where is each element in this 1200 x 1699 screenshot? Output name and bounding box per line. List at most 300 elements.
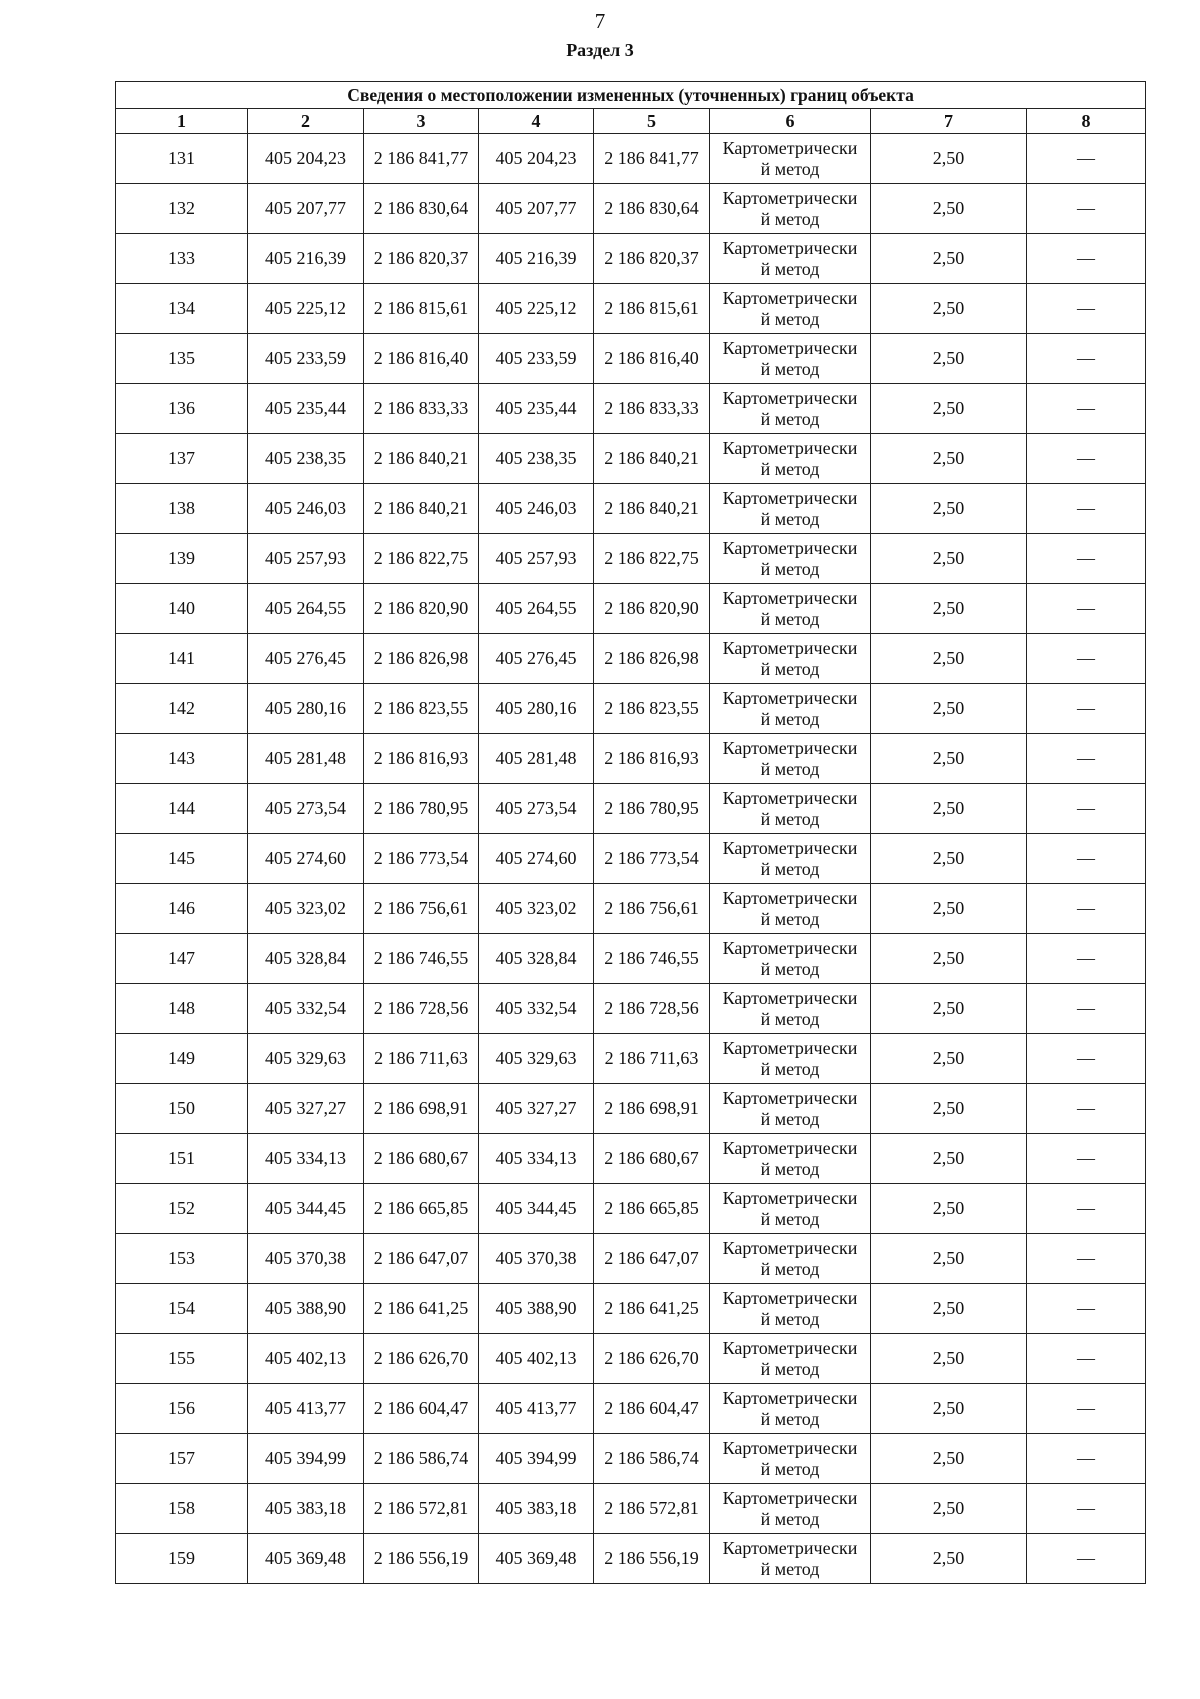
- y-existing-cell: 2 186 823,55: [364, 684, 479, 734]
- method-text-line-1: Картометрически: [722, 1287, 858, 1308]
- method-cell: [710, 634, 871, 684]
- y-refined-cell: 2 186 647,07: [594, 1234, 710, 1284]
- note-cell: —: [1027, 484, 1146, 534]
- column-header: 2: [248, 109, 364, 134]
- x-existing-cell: 405 334,13: [248, 1134, 364, 1184]
- note-cell: —: [1027, 1084, 1146, 1134]
- method-text-line-1: Картометрически: [722, 1487, 858, 1508]
- table-row: [116, 234, 1146, 284]
- method-cell: [710, 1434, 871, 1484]
- table-row: [116, 1084, 1146, 1134]
- precision-cell: 2,50: [871, 1034, 1027, 1084]
- table-row: [116, 734, 1146, 784]
- method-text-line-2: й метод: [760, 1508, 820, 1529]
- method-cell: [710, 1234, 871, 1284]
- point-number-cell: 149: [116, 1034, 248, 1084]
- method-text-line-1: Картометрически: [722, 1537, 858, 1558]
- y-existing-cell: 2 186 773,54: [364, 834, 479, 884]
- method-text-line-1: Картометрически: [722, 837, 858, 858]
- method-text-line-1: Картометрически: [722, 137, 858, 158]
- method-text-line-1: Картометрически: [722, 1437, 858, 1458]
- y-existing-cell: 2 186 816,40: [364, 334, 479, 384]
- point-number-cell: 141: [116, 634, 248, 684]
- note-cell: —: [1027, 1384, 1146, 1434]
- method-text-line-1: Картометрически: [722, 237, 858, 258]
- column-header: 1: [116, 109, 248, 134]
- precision-cell: 2,50: [871, 1384, 1027, 1434]
- method-cell: [710, 1084, 871, 1134]
- table-row: [116, 1484, 1146, 1534]
- precision-cell: 2,50: [871, 834, 1027, 884]
- y-existing-cell: 2 186 604,47: [364, 1384, 479, 1434]
- method-text-line-2: й метод: [760, 1258, 820, 1279]
- y-refined-cell: 2 186 665,85: [594, 1184, 710, 1234]
- point-number-cell: 139: [116, 534, 248, 584]
- method-text-line-1: Картометрически: [722, 1387, 858, 1408]
- note-cell: —: [1027, 1334, 1146, 1384]
- x-existing-cell: 405 332,54: [248, 984, 364, 1034]
- method-text-line-2: й метод: [760, 358, 820, 379]
- note-cell: —: [1027, 1434, 1146, 1484]
- note-cell: —: [1027, 634, 1146, 684]
- point-number-cell: 136: [116, 384, 248, 434]
- method-text-line-1: Картометрически: [722, 887, 858, 908]
- method-text-line-2: й метод: [760, 1458, 820, 1479]
- x-existing-cell: 405 273,54: [248, 784, 364, 834]
- method-text-line-1: Картометрически: [722, 1237, 858, 1258]
- point-number-cell: 146: [116, 884, 248, 934]
- method-text-line-2: й метод: [760, 508, 820, 529]
- x-refined-cell: 405 276,45: [479, 634, 594, 684]
- method-text-line-2: й метод: [760, 858, 820, 879]
- x-existing-cell: 405 204,23: [248, 134, 364, 184]
- y-refined-cell: 2 186 820,37: [594, 234, 710, 284]
- note-cell: —: [1027, 684, 1146, 734]
- method-text-line-1: Картометрически: [722, 1087, 858, 1108]
- method-text-line-1: Картометрически: [722, 1337, 858, 1358]
- y-refined-cell: 2 186 641,25: [594, 1284, 710, 1334]
- method-text-line-2: й метод: [760, 1208, 820, 1229]
- point-number-cell: 157: [116, 1434, 248, 1484]
- note-cell: —: [1027, 1034, 1146, 1084]
- method-text-line-2: й метод: [760, 1408, 820, 1429]
- precision-cell: 2,50: [871, 1084, 1027, 1134]
- y-refined-cell: 2 186 711,63: [594, 1034, 710, 1084]
- method-text-line-1: Картометрически: [722, 337, 858, 358]
- y-refined-cell: 2 186 816,93: [594, 734, 710, 784]
- point-number-cell: 151: [116, 1134, 248, 1184]
- y-refined-cell: 2 186 604,47: [594, 1384, 710, 1434]
- x-existing-cell: 405 274,60: [248, 834, 364, 884]
- x-refined-cell: 405 327,27: [479, 1084, 594, 1134]
- y-existing-cell: 2 186 822,75: [364, 534, 479, 584]
- method-text-line-1: Картометрически: [722, 737, 858, 758]
- x-existing-cell: 405 280,16: [248, 684, 364, 734]
- point-number-cell: 134: [116, 284, 248, 334]
- point-number-cell: 150: [116, 1084, 248, 1134]
- note-cell: —: [1027, 384, 1146, 434]
- x-existing-cell: 405 323,02: [248, 884, 364, 934]
- method-text-line-2: й метод: [760, 758, 820, 779]
- x-refined-cell: 405 369,48: [479, 1534, 594, 1584]
- x-existing-cell: 405 413,77: [248, 1384, 364, 1434]
- table-row: [116, 134, 1146, 184]
- method-cell: [710, 1534, 871, 1584]
- y-refined-cell: 2 186 826,98: [594, 634, 710, 684]
- precision-cell: 2,50: [871, 1534, 1027, 1584]
- method-cell: [710, 984, 871, 1034]
- y-existing-cell: 2 186 698,91: [364, 1084, 479, 1134]
- x-refined-cell: 405 370,38: [479, 1234, 594, 1284]
- precision-cell: 2,50: [871, 584, 1027, 634]
- x-refined-cell: 405 246,03: [479, 484, 594, 534]
- section-title: Раздел 3: [566, 40, 634, 60]
- note-cell: —: [1027, 734, 1146, 784]
- table-row: [116, 1184, 1146, 1234]
- x-refined-cell: 405 383,18: [479, 1484, 594, 1534]
- y-existing-cell: 2 186 556,19: [364, 1534, 479, 1584]
- x-refined-cell: 405 329,63: [479, 1034, 594, 1084]
- point-number-cell: 158: [116, 1484, 248, 1534]
- precision-cell: 2,50: [871, 534, 1027, 584]
- table-row: [116, 434, 1146, 484]
- column-header: 7: [871, 109, 1027, 134]
- note-cell: —: [1027, 184, 1146, 234]
- x-existing-cell: 405 369,48: [248, 1534, 364, 1584]
- y-existing-cell: 2 186 815,61: [364, 284, 479, 334]
- note-cell: —: [1027, 934, 1146, 984]
- point-number-cell: 152: [116, 1184, 248, 1234]
- point-number-cell: 135: [116, 334, 248, 384]
- method-cell: [710, 1184, 871, 1234]
- method-text-line-1: Картометрически: [722, 587, 858, 608]
- table-row: [116, 484, 1146, 534]
- note-cell: —: [1027, 134, 1146, 184]
- y-existing-cell: 2 186 711,63: [364, 1034, 479, 1084]
- x-existing-cell: 405 394,99: [248, 1434, 364, 1484]
- precision-cell: 2,50: [871, 684, 1027, 734]
- method-cell: [710, 184, 871, 234]
- method-text-line-2: й метод: [760, 1058, 820, 1079]
- x-existing-cell: 405 207,77: [248, 184, 364, 234]
- x-existing-cell: 405 383,18: [248, 1484, 364, 1534]
- note-cell: —: [1027, 1234, 1146, 1284]
- x-existing-cell: 405 264,55: [248, 584, 364, 634]
- precision-cell: 2,50: [871, 884, 1027, 934]
- note-cell: —: [1027, 334, 1146, 384]
- table-row: [116, 834, 1146, 884]
- table-row: [116, 1534, 1146, 1584]
- note-cell: —: [1027, 1534, 1146, 1584]
- method-cell: [710, 1284, 871, 1334]
- y-refined-cell: 2 186 780,95: [594, 784, 710, 834]
- x-refined-cell: 405 238,35: [479, 434, 594, 484]
- x-refined-cell: 405 273,54: [479, 784, 594, 834]
- y-existing-cell: 2 186 746,55: [364, 934, 479, 984]
- method-text-line-2: й метод: [760, 158, 820, 179]
- precision-cell: 2,50: [871, 1234, 1027, 1284]
- column-header: 8: [1027, 109, 1146, 134]
- x-existing-cell: 405 276,45: [248, 634, 364, 684]
- table-row: [116, 284, 1146, 334]
- method-text-line-2: й метод: [760, 658, 820, 679]
- table-row: [116, 1234, 1146, 1284]
- method-text-line-1: Картометрически: [722, 937, 858, 958]
- x-existing-cell: 405 370,38: [248, 1234, 364, 1284]
- method-text-line-2: й метод: [760, 258, 820, 279]
- method-text-line-1: Картометрически: [722, 637, 858, 658]
- y-refined-cell: 2 186 756,61: [594, 884, 710, 934]
- x-refined-cell: 405 334,13: [479, 1134, 594, 1184]
- point-number-cell: 137: [116, 434, 248, 484]
- method-text-line-1: Картометрически: [722, 1037, 858, 1058]
- x-refined-cell: 405 281,48: [479, 734, 594, 784]
- x-refined-cell: 405 233,59: [479, 334, 594, 384]
- table-caption: Сведения о местоположении измененных (уточненных) границ объекта: [116, 82, 1146, 109]
- y-refined-cell: 2 186 823,55: [594, 684, 710, 734]
- method-cell: [710, 384, 871, 434]
- method-text-line-2: й метод: [760, 808, 820, 829]
- note-cell: —: [1027, 984, 1146, 1034]
- method-text-line-2: й метод: [760, 1558, 820, 1579]
- x-existing-cell: 405 327,27: [248, 1084, 364, 1134]
- x-existing-cell: 405 402,13: [248, 1334, 364, 1384]
- precision-cell: 2,50: [871, 1434, 1027, 1484]
- method-text-line-1: Картометрически: [722, 437, 858, 458]
- method-cell: [710, 1034, 871, 1084]
- x-existing-cell: 405 238,35: [248, 434, 364, 484]
- column-header: 3: [364, 109, 479, 134]
- note-cell: —: [1027, 1284, 1146, 1334]
- point-number-cell: 145: [116, 834, 248, 884]
- y-refined-cell: 2 186 822,75: [594, 534, 710, 584]
- y-refined-cell: 2 186 556,19: [594, 1534, 710, 1584]
- method-text-line-1: Картометрически: [722, 287, 858, 308]
- precision-cell: 2,50: [871, 184, 1027, 234]
- table-row: [116, 1384, 1146, 1434]
- x-refined-cell: 405 235,44: [479, 384, 594, 434]
- note-cell: —: [1027, 1484, 1146, 1534]
- note-cell: —: [1027, 234, 1146, 284]
- y-refined-cell: 2 186 840,21: [594, 434, 710, 484]
- y-refined-cell: 2 186 830,64: [594, 184, 710, 234]
- x-existing-cell: 405 216,39: [248, 234, 364, 284]
- note-cell: —: [1027, 434, 1146, 484]
- precision-cell: 2,50: [871, 634, 1027, 684]
- method-cell: [710, 1334, 871, 1384]
- x-existing-cell: 405 329,63: [248, 1034, 364, 1084]
- method-cell: [710, 684, 871, 734]
- column-header: 5: [594, 109, 710, 134]
- point-number-cell: 133: [116, 234, 248, 284]
- y-existing-cell: 2 186 680,67: [364, 1134, 479, 1184]
- precision-cell: 2,50: [871, 934, 1027, 984]
- x-refined-cell: 405 328,84: [479, 934, 594, 984]
- table-row: [116, 184, 1146, 234]
- point-number-cell: 155: [116, 1334, 248, 1384]
- point-number-cell: 131: [116, 134, 248, 184]
- y-refined-cell: 2 186 698,91: [594, 1084, 710, 1134]
- method-cell: [710, 534, 871, 584]
- method-text-line-2: й метод: [760, 908, 820, 929]
- x-refined-cell: 405 204,23: [479, 134, 594, 184]
- x-refined-cell: 405 274,60: [479, 834, 594, 884]
- x-refined-cell: 405 225,12: [479, 284, 594, 334]
- x-existing-cell: 405 257,93: [248, 534, 364, 584]
- method-text-line-2: й метод: [760, 708, 820, 729]
- table-row: [116, 884, 1146, 934]
- x-refined-cell: 405 388,90: [479, 1284, 594, 1334]
- x-existing-cell: 405 344,45: [248, 1184, 364, 1234]
- note-cell: —: [1027, 284, 1146, 334]
- method-cell: [710, 1134, 871, 1184]
- x-refined-cell: 405 332,54: [479, 984, 594, 1034]
- method-cell: [710, 234, 871, 284]
- y-existing-cell: 2 186 756,61: [364, 884, 479, 934]
- x-refined-cell: 405 216,39: [479, 234, 594, 284]
- precision-cell: 2,50: [871, 234, 1027, 284]
- y-refined-cell: 2 186 680,67: [594, 1134, 710, 1184]
- method-cell: [710, 884, 871, 934]
- x-existing-cell: 405 328,84: [248, 934, 364, 984]
- table-row: [116, 384, 1146, 434]
- method-text-line-2: й метод: [760, 208, 820, 229]
- point-number-cell: 153: [116, 1234, 248, 1284]
- y-existing-cell: 2 186 820,37: [364, 234, 479, 284]
- method-cell: [710, 784, 871, 834]
- table-row: [116, 1284, 1146, 1334]
- page-number: 7: [594, 9, 606, 33]
- method-text-line-2: й метод: [760, 408, 820, 429]
- y-existing-cell: 2 186 572,81: [364, 1484, 479, 1534]
- x-existing-cell: 405 281,48: [248, 734, 364, 784]
- method-text-line-1: Картометрически: [722, 387, 858, 408]
- table-row: [116, 1134, 1146, 1184]
- x-refined-cell: 405 280,16: [479, 684, 594, 734]
- x-refined-cell: 405 207,77: [479, 184, 594, 234]
- y-refined-cell: 2 186 586,74: [594, 1434, 710, 1484]
- method-text-line-1: Картометрически: [722, 1187, 858, 1208]
- method-text-line-2: й метод: [760, 1358, 820, 1379]
- method-text-line-1: Картометрически: [722, 487, 858, 508]
- y-existing-cell: 2 186 728,56: [364, 984, 479, 1034]
- method-text-line-2: й метод: [760, 458, 820, 479]
- point-number-cell: 154: [116, 1284, 248, 1334]
- y-existing-cell: 2 186 647,07: [364, 1234, 479, 1284]
- point-number-cell: 147: [116, 934, 248, 984]
- precision-cell: 2,50: [871, 1484, 1027, 1534]
- precision-cell: 2,50: [871, 1284, 1027, 1334]
- method-cell: [710, 934, 871, 984]
- method-text-line-1: Картометрически: [722, 787, 858, 808]
- point-number-cell: 144: [116, 784, 248, 834]
- method-text-line-1: Картометрически: [722, 687, 858, 708]
- y-existing-cell: 2 186 840,21: [364, 434, 479, 484]
- point-number-cell: 142: [116, 684, 248, 734]
- x-refined-cell: 405 413,77: [479, 1384, 594, 1434]
- x-refined-cell: 405 394,99: [479, 1434, 594, 1484]
- precision-cell: 2,50: [871, 334, 1027, 384]
- x-existing-cell: 405 225,12: [248, 284, 364, 334]
- table-caption-row: [116, 82, 1146, 109]
- table-row: [116, 334, 1146, 384]
- column-header: 6: [710, 109, 871, 134]
- method-cell: [710, 584, 871, 634]
- method-cell: [710, 1384, 871, 1434]
- method-cell: [710, 1484, 871, 1534]
- precision-cell: 2,50: [871, 984, 1027, 1034]
- precision-cell: 2,50: [871, 1134, 1027, 1184]
- note-cell: —: [1027, 1134, 1146, 1184]
- method-text-line-2: й метод: [760, 958, 820, 979]
- y-existing-cell: 2 186 833,33: [364, 384, 479, 434]
- x-refined-cell: 405 257,93: [479, 534, 594, 584]
- table-row: [116, 1434, 1146, 1484]
- y-refined-cell: 2 186 833,33: [594, 384, 710, 434]
- method-text-line-1: Картометрически: [722, 187, 858, 208]
- precision-cell: 2,50: [871, 284, 1027, 334]
- y-existing-cell: 2 186 826,98: [364, 634, 479, 684]
- x-refined-cell: 405 264,55: [479, 584, 594, 634]
- table-row: [116, 984, 1146, 1034]
- table-header-row: [116, 109, 1146, 134]
- x-existing-cell: 405 246,03: [248, 484, 364, 534]
- y-existing-cell: 2 186 780,95: [364, 784, 479, 834]
- note-cell: —: [1027, 834, 1146, 884]
- y-refined-cell: 2 186 626,70: [594, 1334, 710, 1384]
- boundary-coordinates-table: [115, 81, 1146, 1584]
- y-refined-cell: 2 186 840,21: [594, 484, 710, 534]
- precision-cell: 2,50: [871, 484, 1027, 534]
- table-row: [116, 1034, 1146, 1084]
- y-existing-cell: 2 186 665,85: [364, 1184, 479, 1234]
- y-existing-cell: 2 186 840,21: [364, 484, 479, 534]
- method-cell: [710, 834, 871, 884]
- y-existing-cell: 2 186 841,77: [364, 134, 479, 184]
- x-refined-cell: 405 344,45: [479, 1184, 594, 1234]
- point-number-cell: 159: [116, 1534, 248, 1584]
- table-row: [116, 634, 1146, 684]
- precision-cell: 2,50: [871, 384, 1027, 434]
- method-text-line-1: Картометрически: [722, 1137, 858, 1158]
- point-number-cell: 148: [116, 984, 248, 1034]
- table-row: [116, 534, 1146, 584]
- table-row: [116, 1334, 1146, 1384]
- precision-cell: 2,50: [871, 1334, 1027, 1384]
- x-refined-cell: 405 323,02: [479, 884, 594, 934]
- precision-cell: 2,50: [871, 734, 1027, 784]
- method-text-line-2: й метод: [760, 608, 820, 629]
- y-existing-cell: 2 186 816,93: [364, 734, 479, 784]
- method-text-line-1: Картометрически: [722, 987, 858, 1008]
- note-cell: —: [1027, 1184, 1146, 1234]
- method-cell: [710, 134, 871, 184]
- table-row: [116, 934, 1146, 984]
- point-number-cell: 132: [116, 184, 248, 234]
- note-cell: —: [1027, 534, 1146, 584]
- y-refined-cell: 2 186 572,81: [594, 1484, 710, 1534]
- method-text-line-2: й метод: [760, 1158, 820, 1179]
- y-refined-cell: 2 186 746,55: [594, 934, 710, 984]
- method-text-line-1: Картометрически: [722, 537, 858, 558]
- point-number-cell: 143: [116, 734, 248, 784]
- y-existing-cell: 2 186 820,90: [364, 584, 479, 634]
- table-row: [116, 584, 1146, 634]
- method-cell: [710, 734, 871, 784]
- x-existing-cell: 405 388,90: [248, 1284, 364, 1334]
- method-text-line-2: й метод: [760, 1008, 820, 1029]
- y-refined-cell: 2 186 816,40: [594, 334, 710, 384]
